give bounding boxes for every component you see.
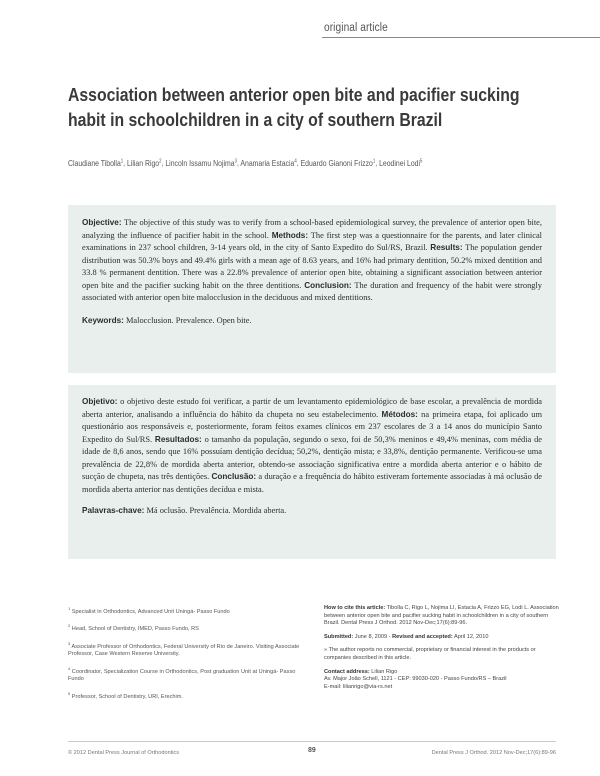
footnote: $^1$ Specialist in Orthodontics, Advanced Unit Uningá- Passo Fundo bbox=[68, 606, 230, 615]
abstract-portuguese bbox=[68, 385, 556, 559]
keywords: Palavras-chave: Má oclusão. Prevalência. Mordida aberta. bbox=[82, 506, 287, 515]
author-list: Claudiane Tibolla$^1$, Lilian Rigo$^2$, Lincoln Issamu Nojima$^3$, Anamaria Estacia$^4$, Eduardo Gianoni Frizzo$^1$, Leodinei Lodi$^5$ bbox=[68, 158, 423, 168]
footer-rule bbox=[68, 741, 556, 742]
page-number: 89 bbox=[308, 747, 316, 754]
footnote: $^3$ Associate Professor of Orthodontics, Federal University of Rio de Janeiro. Visiting Associate Professor, Case Western Reserve University. bbox=[68, 640, 300, 658]
how-to-cite: How to cite this article: Tibolla C, Rigo L, Nojima LI, Estacia A, Frizzo EG, Lodi L. Association between anterior open bite and pacifier sucking habit in schoolchildren in a city of southern Brazil. Dental Press J Orthod. 2012 Nov-Dec;17(6):89-96. bbox=[324, 605, 559, 627]
disclosure: » The author reports no commercial, proprietary or financial interest in the products or companies described in this article. bbox=[324, 647, 536, 661]
footnote: $^2$ Head, School of Dentistry, IMED, Passo Fundo, RS bbox=[68, 623, 199, 633]
contact-address: Contact address: Lilian Rigo Av. Major João Schell, 1121 - CEP: 99030-020 - Passo Fundo/RS – Brazil E-mail: lilianrigo@via-rs.net bbox=[324, 669, 564, 692]
keywords: Keywords: Malocclusion. Prevalence. Open bite. bbox=[82, 315, 252, 325]
abstract-body: Objective: The objective of this study was to verify from a school-based epidemiological survey, the prevalence of anterior open bite, analyzing the influence of pacifier habit in the school. Methods: The first step was a questionnaire for the parents, and later clinical examinations in 237 school children, 3-14 years old, in the city of Santo Expedito do Sul/RS, Brazil. Results: The population gender distribution was 50.3% boys and 49.4% girls with a mean age of 8.63 years, and 16% had primary dentition, 50.2% mixed dentition and 33.8 % permanent dentition. There was a 22.8% prevalence of anterior open bite, obtaining a significant association between anterior open bite and the pacifier sucking habit on the three dentitions. Conclusion: The duration and frequency of the habit were strongly associated with anterior open bite malocclusion in the deciduous and mixed dentitions. bbox=[82, 218, 543, 302]
article-title: Association between anterior open bite and pacifier sucking habit in schoolchildren in a city of southern Brazil bbox=[68, 84, 520, 130]
footnote: $^4$ Coordinator, Specialization Course in Orthodontics, Post graduation Unit at Uningá- Passo Fundo bbox=[68, 665, 296, 683]
author: Claudiane Tibolla$^1$ bbox=[68, 158, 124, 168]
abstract-body: Objetivo: o objetivo deste estudo foi verificar, a partir de um levantamento epidemiológico de base escolar, a prevalência de mordida aberta anterior, analisando a influência do hábito da chupeta no seu estabelecimento. Métodos: na primeira etapa, foi aplicado um questionário aos responsáveis e, posteriormente, foram feitos exames clínicos em 237 escolares de 3 a 14 anos do município Santo Expedito do Sul/RS. Resultados: o tamanho da população, segundo o sexo, foi de 50,3% meninos e 49,4% meninas, com média de idade de 8,6 anos, sendo que 16% possuíam dentição decídua; 50,2%, dentição mista; e 33,8%, dentição permanente. Verificou-se uma prevalência de 22,8% de mordida aberta anterior, obtendo-se associação significativa entre a mordida aberta anterior e o hábito de sucção de chupeta, nas três dentições. Conclusão: a duração e a frequência do hábito estiveram fortemente associadas à má oclusão de mordida aberta anterior nas dentições decídua e mista. bbox=[82, 397, 542, 494]
submission-dates: Submitted: June 8, 2009 - Revised and accepted: April 12, 2010 bbox=[324, 633, 489, 640]
author: Anamaria Estacia$^4$ bbox=[240, 158, 297, 168]
author: Eduardo Gianoni Frizzo$^1$ bbox=[300, 158, 376, 168]
author: Lilian Rigo$^2$ bbox=[127, 158, 162, 168]
abstract-english bbox=[68, 205, 556, 373]
section-tag: original article bbox=[324, 22, 388, 34]
footer-copyright: © 2012 Dental Press Journal of Orthodontics bbox=[68, 750, 180, 756]
section-rule bbox=[322, 37, 600, 38]
footer-citation: Dental Press J Orthod. 2012 Nov-Dec;17(6):89-96 bbox=[431, 750, 556, 756]
article-info bbox=[324, 605, 564, 697]
contact-email[interactable]: E-mail: lilianrigo@via-rs.net bbox=[324, 683, 393, 690]
affiliation-footnotes bbox=[68, 605, 308, 707]
footnote: $^5$ Professor, School of Dentistry, URI, Erechim. bbox=[68, 691, 183, 700]
author: Leodinei Lodi$^5$ bbox=[379, 158, 423, 168]
author: Lincoln Issamu Nojima$^3$ bbox=[165, 158, 237, 168]
